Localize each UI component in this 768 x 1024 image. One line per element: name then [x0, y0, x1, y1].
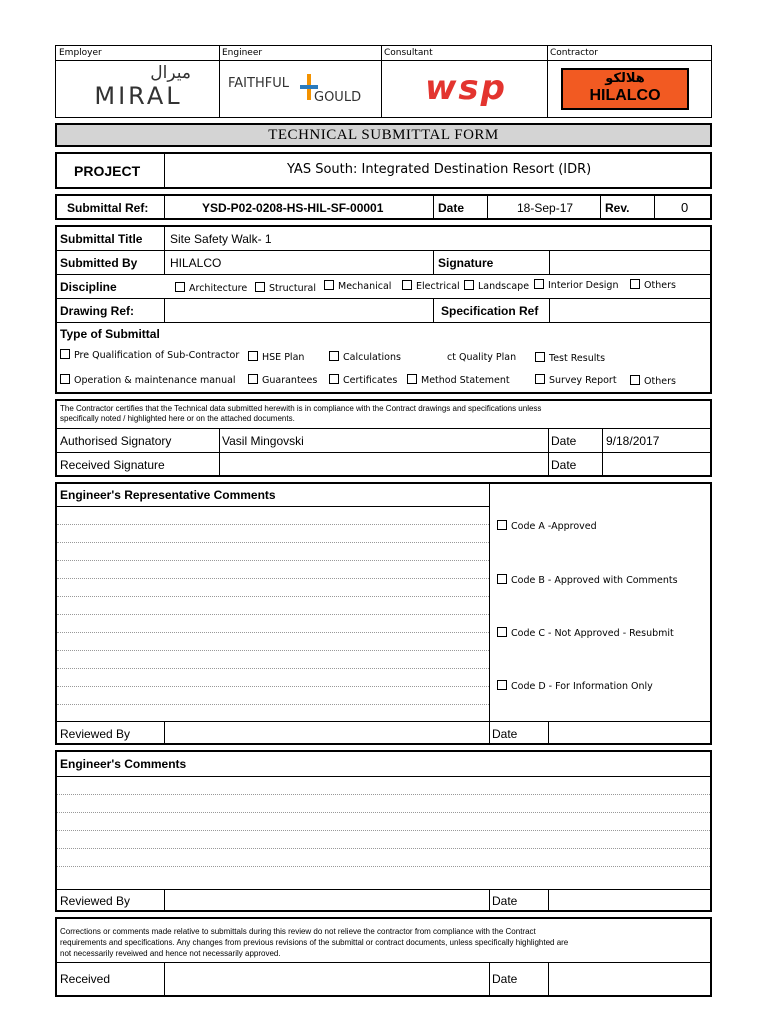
form-title-bar [55, 123, 712, 147]
type-om-manual[interactable]: Operation & maintenance manual [60, 374, 236, 386]
checkbox[interactable] [407, 374, 417, 384]
submitted-by-value[interactable]: HILALCO [170, 256, 222, 270]
type-prequalification[interactable]: Pre Qualification of Sub-Contractor [60, 349, 239, 361]
form-title: TECHNICAL SUBMITTAL FORM [268, 127, 499, 143]
authorised-signatory-value[interactable]: Vasil Mingovski [222, 434, 304, 448]
type-method-statement[interactable]: Method Statement [407, 374, 510, 386]
eng-comments-area[interactable] [57, 777, 710, 889]
received-signature-field[interactable] [221, 453, 546, 475]
type-guarantees[interactable]: Guarantees [248, 374, 317, 386]
received-signature-label: Received Signature [60, 458, 165, 472]
fg-top-text: FAITHFUL [228, 76, 289, 91]
code-d-option[interactable]: Code D - For Information Only [497, 680, 653, 692]
details-block [55, 225, 712, 394]
type-others[interactable]: Others [630, 375, 676, 387]
checkbox[interactable] [534, 279, 544, 289]
certification-block [55, 399, 712, 477]
rev-value: 0 [681, 200, 689, 215]
employer-label: Employer [59, 48, 102, 58]
project-label: PROJECT [74, 163, 141, 179]
eng-reviewed-by-field[interactable] [166, 890, 488, 910]
checkbox[interactable] [60, 374, 70, 384]
discipline-interior-design[interactable]: Interior Design [534, 279, 618, 291]
project-value: YAS South: Integrated Destination Resort (IDR) [287, 162, 592, 177]
disclaimer-block [55, 917, 712, 997]
header-logos [55, 45, 712, 118]
submittal-type-label: Type of Submittal [60, 327, 160, 341]
rep-comments-block [55, 482, 712, 745]
hilalco-latin: HILALCO [589, 87, 661, 104]
type-calculations[interactable]: Calculations [329, 351, 401, 363]
checkbox[interactable] [248, 374, 258, 384]
checkbox[interactable] [175, 282, 185, 292]
contractor-label: Contractor [550, 48, 598, 58]
disclaimer-line-3: not necessarily reveiwed and hence not necessarily approved. [60, 949, 281, 958]
eng-comments-block [55, 750, 712, 912]
submittal-ref-row [55, 194, 712, 220]
checkbox[interactable] [535, 352, 545, 362]
fg-bottom-text: GOULD [314, 90, 362, 105]
signature-field[interactable] [551, 252, 709, 274]
certification-text-2: specifically noted / highlighted here or on the attached documents. [60, 414, 295, 423]
hilalco-logo [561, 68, 689, 110]
hilalco-arabic: هلالكو [605, 71, 645, 86]
faithful-gould-logo [228, 74, 378, 114]
checkbox[interactable] [248, 351, 258, 361]
ref-date-value: 18-Sep-17 [517, 201, 574, 215]
eng-date-label: Date [492, 894, 518, 908]
rep-comments-label: Engineer's Representative Comments [60, 488, 276, 502]
drawing-ref-field[interactable] [166, 300, 431, 322]
checkbox[interactable] [329, 351, 339, 361]
submittal-ref-label: Submittal Ref: [67, 201, 149, 215]
rep-comments-area[interactable] [57, 507, 489, 721]
checkbox[interactable] [497, 627, 507, 637]
engineer-label: Engineer [222, 48, 263, 58]
submittal-ref-value: YSD-P02-0208-HS-HIL-SF-00001 [202, 201, 384, 215]
type-hse-plan[interactable]: HSE Plan [248, 351, 304, 363]
eng-comments-label: Engineer's Comments [60, 757, 187, 771]
discipline-label: Discipline [60, 280, 117, 294]
spec-ref-field[interactable] [551, 300, 709, 322]
received-field[interactable] [166, 963, 488, 995]
checkbox[interactable] [497, 520, 507, 530]
received-date-label: Date [551, 458, 577, 472]
checkbox[interactable] [60, 349, 70, 359]
authorised-date-value[interactable]: 9/18/2017 [606, 434, 660, 448]
discipline-others[interactable]: Others [630, 279, 676, 291]
submittal-title-value[interactable]: Site Safety Walk- 1 [170, 232, 272, 246]
ref-date-label: Date [438, 201, 465, 215]
checkbox[interactable] [497, 574, 507, 584]
rep-reviewed-by-field[interactable] [166, 722, 488, 743]
rep-date-field[interactable] [550, 722, 710, 743]
type-survey-report[interactable]: Survey Report [535, 374, 617, 386]
discipline-landscape[interactable]: Landscape [464, 280, 529, 292]
code-c-option[interactable]: Code C - Not Approved - Resubmit [497, 627, 674, 639]
checkbox[interactable] [402, 280, 412, 290]
signature-label: Signature [438, 256, 494, 270]
certification-text-1: The Contractor certifies that the Technical data submitted herewith is in compliance with the Contract drawings and specifications unless [60, 404, 542, 413]
discipline-architecture[interactable]: Architecture [175, 282, 247, 294]
disclaimer-date-label: Date [492, 972, 518, 986]
rev-label: Rev. [605, 201, 630, 215]
consultant-label: Consultant [384, 48, 433, 58]
code-a-option[interactable]: Code A -Approved [497, 520, 597, 532]
discipline-mechanical[interactable]: Mechanical [324, 280, 391, 292]
disclaimer-line-2: requirements and specifications. Any changes from previous revisions of the submittal or contract documents, unless specifically highlighted are [60, 938, 569, 947]
miral-latin: MIRAL [94, 82, 183, 110]
discipline-structural[interactable]: Structural [255, 282, 316, 294]
drawing-ref-label: Drawing Ref: [60, 304, 135, 318]
disclaimer-date-field[interactable] [550, 963, 710, 995]
type-certificates[interactable]: Certificates [329, 374, 397, 386]
authorised-signatory-label: Authorised Signatory [60, 434, 172, 448]
code-b-option[interactable]: Code B - Approved with Comments [497, 574, 678, 586]
rep-date-label: Date [492, 727, 518, 741]
authorised-date-label: Date [551, 434, 577, 448]
submittal-title-label: Submittal Title [60, 232, 143, 246]
eng-reviewed-by-label: Reviewed By [60, 894, 131, 908]
discipline-electrical[interactable]: Electrical [402, 280, 460, 292]
checkbox[interactable] [464, 280, 474, 290]
checkbox[interactable] [255, 282, 265, 292]
spec-ref-label: Specification Ref [441, 304, 539, 318]
miral-logo [76, 64, 201, 114]
checkbox[interactable] [630, 375, 640, 385]
checkbox[interactable] [329, 374, 339, 384]
rep-reviewed-by-label: Reviewed By [60, 727, 131, 741]
received-label: Received [60, 972, 111, 986]
checkbox[interactable] [497, 680, 507, 690]
eng-date-field[interactable] [550, 890, 710, 910]
wsp-logo: wsp [425, 68, 507, 108]
type-quality-plan[interactable]: ct Quality Plan [447, 352, 517, 363]
submitted-by-label: Submitted By [60, 256, 138, 270]
type-test-results[interactable]: Test Results [535, 352, 605, 364]
received-date-field[interactable] [604, 453, 709, 475]
miral-arabic: ميرال [150, 63, 191, 83]
disclaimer-line-1: Corrections or comments made relative to submittals during this review do not relieve the contractor from compliance with the Contract [60, 927, 536, 936]
project-row [55, 152, 712, 189]
checkbox[interactable] [630, 279, 640, 289]
checkbox[interactable] [324, 280, 334, 290]
checkbox[interactable] [535, 374, 545, 384]
